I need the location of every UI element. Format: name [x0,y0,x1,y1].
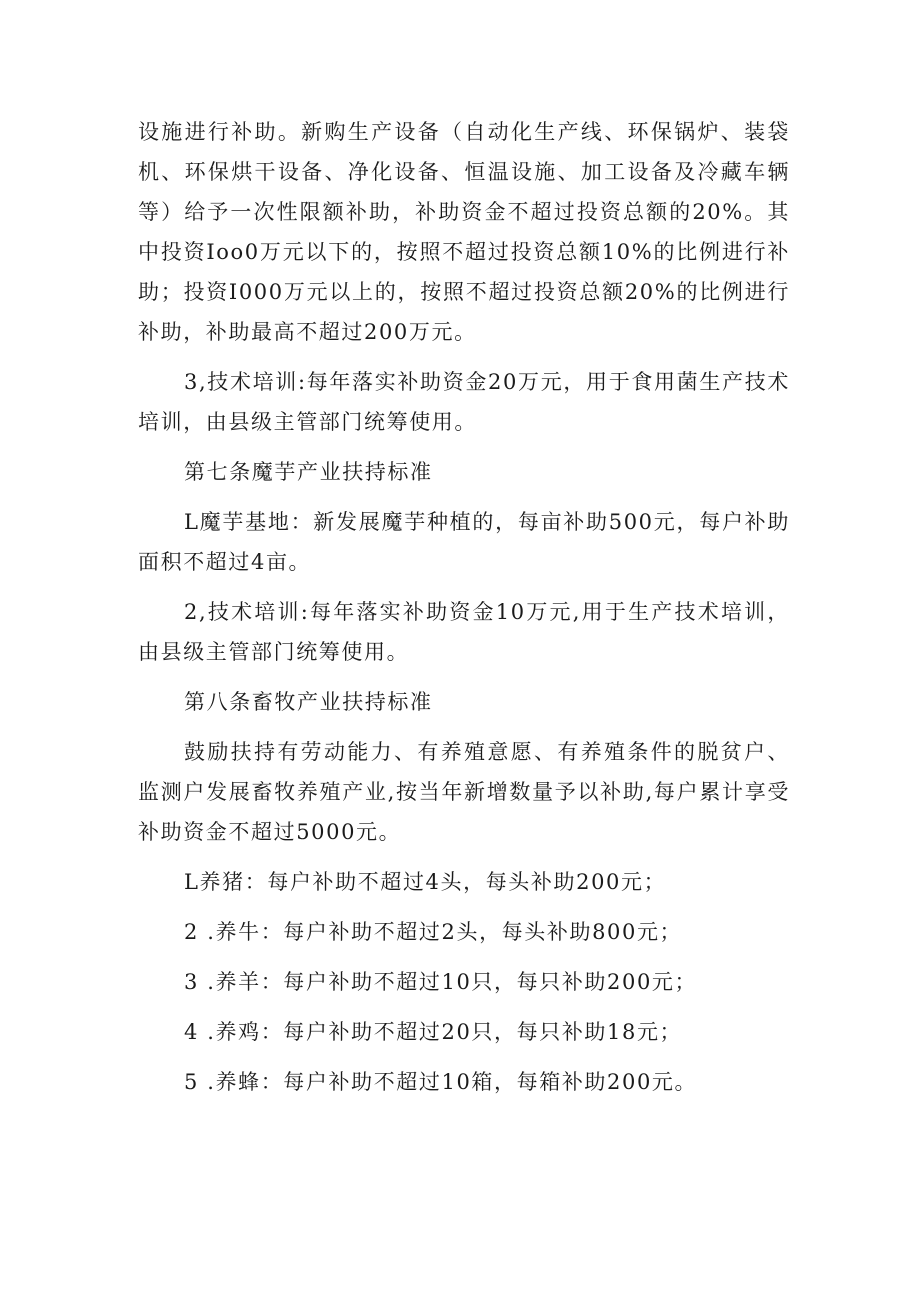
heading-article-7: 第七条魔芋产业扶持标准 [184,460,433,484]
paragraph-konjac-base: L魔芋基地：新发展魔芋种植的，每亩补助500元，每户补助面积不超过4亩。 [138,510,790,574]
document-body [138,112,790,1102]
paragraph-gap [138,1052,790,1062]
paragraph-gap [138,442,790,452]
paragraph-gap [138,952,790,962]
paragraph-fungus-training: 3,技术培训:每年落实补助资金20万元，用于食用菌生产技术培训，由县级主管部门统筹使用。 [138,370,790,434]
paragraph-gap [138,352,790,362]
list-item-bees: 5 .养蜂：每户补助不超过10箱，每箱补助200元。 [184,1070,698,1094]
paragraph-gap [138,1002,790,1012]
heading-article-8: 第八条畜牧产业扶持标准 [184,690,433,714]
list-item-pigs: L养猪：每户补助不超过4头，每头补助200元； [184,870,667,894]
list-item-chickens: 4 .养鸡：每户补助不超过20只，每只补助18元； [184,1020,683,1044]
list-item-cattle: 2 .养牛：每户补助不超过2头，每头补助800元； [184,920,683,944]
paragraph-gap [138,492,790,502]
paragraph-gap [138,852,790,862]
list-item-sheep: 3 .养羊：每户补助不超过10只，每只补助200元； [184,970,698,994]
paragraph-gap [138,672,790,682]
paragraph-gap [138,722,790,732]
paragraph-equipment-subsidy: 设施进行补助。新购生产设备（自动化生产线、环保锅炉、装袋机、环保烘干设备、净化设备、恒温设施、加工设备及冷藏车辆等）给予一次性限额补助，补助资金不超过投资总额的20%。其中投资Ioo0万元以下的，按照不超过投资总额10%的比例进行补助；投资I000万元以上的，按照不超过投资总额20%的比例进行补助，补助最高不超过200万元。 [138,120,790,344]
paragraph-livestock-intro: 鼓励扶持有劳动能力、有养殖意愿、有养殖条件的脱贫户、监测户发展畜牧养殖产业,按当年新增数量予以补助,每户累计享受补助资金不超过5000元。 [138,740,790,844]
paragraph-gap [138,582,790,592]
paragraph-gap [138,902,790,912]
paragraph-konjac-training: 2,技术培训:每年落实补助资金10万元,用于生产技术培训，由县级主管部门统筹使用。 [138,600,790,664]
